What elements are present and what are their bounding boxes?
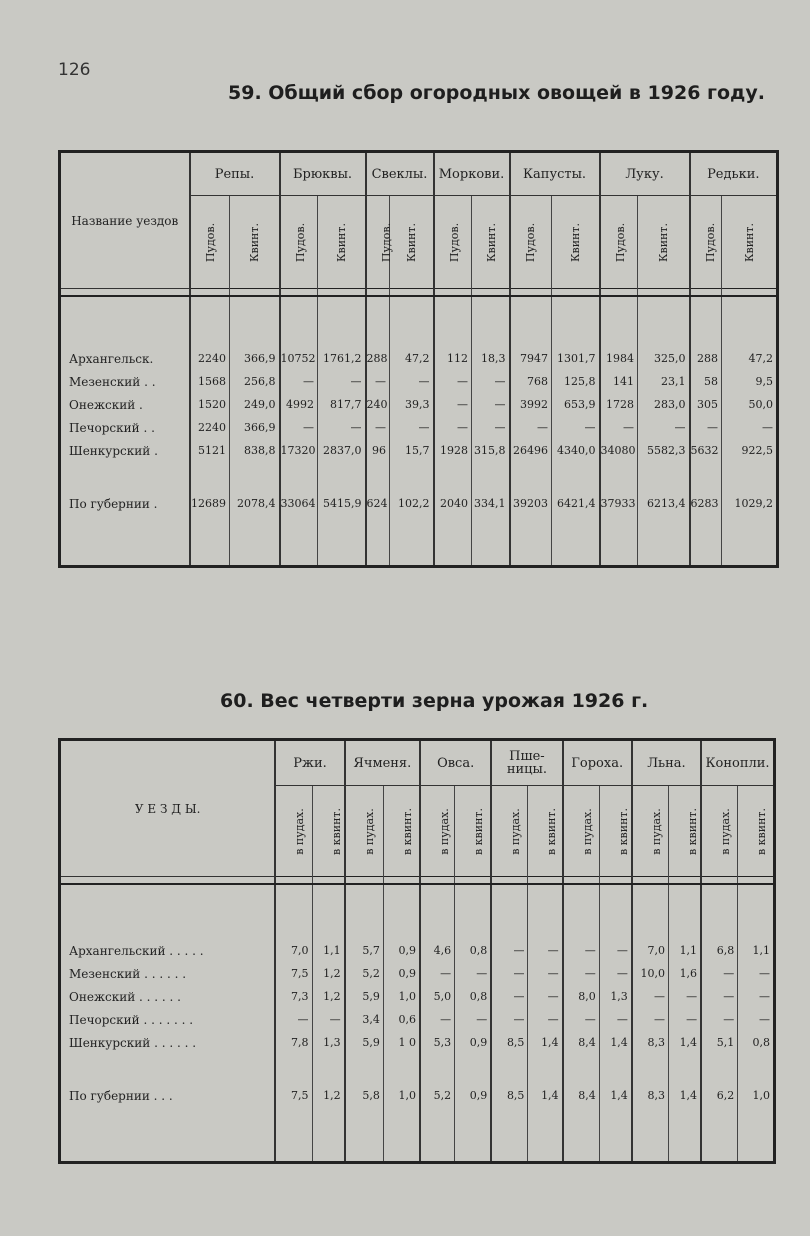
group-header: Редьки.: [690, 152, 778, 196]
value-cell: 96: [366, 439, 390, 462]
table-row: [60, 393, 778, 416]
unit-label: Пудов.: [203, 222, 217, 262]
value-cell: 5,7: [345, 939, 384, 962]
group-header: Гороха.: [563, 740, 632, 786]
table-59-title: 59. Общий сбор огородных овощей в 1926 году.: [228, 82, 765, 104]
value-cell: 18,3: [472, 347, 510, 370]
value-cell: 9,5: [722, 370, 778, 393]
unit-label: Пудов.: [447, 222, 461, 262]
value-cell: —: [312, 1008, 345, 1031]
value-cell: 15,7: [390, 439, 434, 462]
value-cell: 1301,7: [552, 347, 600, 370]
value-cell: 112: [434, 347, 472, 370]
unit-label: Квинт.: [568, 222, 582, 262]
value-cell: 249,0: [230, 393, 280, 416]
value-cell: 102,2: [390, 492, 434, 515]
group-header: Брюквы.: [280, 152, 366, 196]
value-cell: 12689: [190, 492, 230, 515]
value-cell: 1,0: [383, 985, 420, 1008]
value-cell: 1029,2: [722, 492, 778, 515]
table-row: [60, 492, 778, 515]
table-row: [60, 962, 775, 985]
table-row: [60, 439, 778, 462]
district-name: По губернии .: [69, 496, 158, 511]
unit-label: в пудах.: [509, 807, 523, 855]
value-cell: —: [528, 939, 563, 962]
group-header: Льна.: [632, 740, 701, 786]
district-name: Архангельск.: [69, 351, 154, 366]
value-cell: —: [701, 1008, 738, 1031]
value-cell: —: [599, 1008, 632, 1031]
unit-label: Квинт.: [742, 222, 756, 262]
group-header: Овса.: [420, 740, 491, 786]
value-cell: 47,2: [722, 347, 778, 370]
value-cell: 8,3: [632, 1084, 669, 1107]
value-cell: 0,9: [455, 1084, 492, 1107]
unit-label: в квинт.: [400, 807, 414, 855]
value-cell: —: [390, 416, 434, 439]
district-name: Архангельский . . . . .: [69, 943, 204, 958]
value-cell: 1984: [600, 347, 638, 370]
district-name: Онежский . . . . . .: [69, 989, 181, 1004]
value-cell: 5,2: [420, 1084, 455, 1107]
unit-label: Квинт.: [404, 222, 418, 262]
value-cell: 768: [510, 370, 552, 393]
value-cell: 288: [366, 347, 390, 370]
value-cell: —: [701, 985, 738, 1008]
value-cell: 1,3: [599, 985, 632, 1008]
value-cell: 366,9: [230, 416, 280, 439]
value-cell: 2078,4: [230, 492, 280, 515]
value-cell: 5,2: [345, 962, 384, 985]
value-cell: 624: [366, 492, 390, 515]
value-cell: 1 0: [383, 1031, 420, 1054]
value-cell: —: [420, 1008, 455, 1031]
value-cell: —: [599, 939, 632, 962]
value-cell: 2040: [434, 492, 472, 515]
value-cell: 1,4: [528, 1084, 563, 1107]
value-cell: 5,3: [420, 1031, 455, 1054]
value-cell: —: [280, 416, 318, 439]
value-cell: 2240: [190, 347, 230, 370]
value-cell: —: [434, 393, 472, 416]
value-cell: 1,1: [668, 939, 701, 962]
value-cell: —: [563, 1008, 600, 1031]
group-header: Капусты.: [510, 152, 600, 196]
value-cell: 4,6: [420, 939, 455, 962]
group-header: Ячменя.: [345, 740, 420, 786]
value-cell: 1520: [190, 393, 230, 416]
value-cell: —: [455, 962, 492, 985]
value-cell: 1761,2: [318, 347, 366, 370]
value-cell: 5,9: [345, 985, 384, 1008]
value-cell: —: [738, 1008, 775, 1031]
district-name: Онежский .: [69, 397, 143, 412]
value-cell: 5632: [690, 439, 722, 462]
value-cell: 6213,4: [638, 492, 690, 515]
value-cell: —: [668, 985, 701, 1008]
value-cell: —: [275, 1008, 312, 1031]
group-header: Свеклы.: [366, 152, 434, 196]
value-cell: 2837,0: [318, 439, 366, 462]
table-59: [58, 150, 779, 568]
table-row: [60, 1084, 775, 1107]
value-cell: 8,0: [563, 985, 600, 1008]
value-cell: 1928: [434, 439, 472, 462]
value-cell: 50,0: [722, 393, 778, 416]
value-cell: 325,0: [638, 347, 690, 370]
group-header: Репы.: [190, 152, 280, 196]
group-header: Конопли.: [701, 740, 774, 786]
unit-label: в квинт.: [545, 807, 559, 855]
value-cell: —: [552, 416, 600, 439]
value-cell: 0,8: [455, 985, 492, 1008]
value-cell: 1,0: [738, 1084, 775, 1107]
value-cell: 0,6: [383, 1008, 420, 1031]
value-cell: —: [434, 370, 472, 393]
value-cell: —: [638, 416, 690, 439]
unit-label: Квинт.: [334, 222, 348, 262]
value-cell: 6,2: [701, 1084, 738, 1107]
value-cell: 2240: [190, 416, 230, 439]
unit-label: Квинт.: [656, 222, 670, 262]
unit-label: в пудах.: [718, 807, 732, 855]
value-cell: 4340,0: [552, 439, 600, 462]
unit-label: в пудах.: [580, 807, 594, 855]
value-cell: —: [563, 962, 600, 985]
value-cell: 33064: [280, 492, 318, 515]
value-cell: 0,9: [383, 939, 420, 962]
value-cell: 0,9: [383, 962, 420, 985]
value-cell: 10752: [280, 347, 318, 370]
value-cell: 1,1: [312, 939, 345, 962]
value-cell: 141: [600, 370, 638, 393]
district-name: Шенкурский . . . . . .: [69, 1035, 197, 1050]
value-cell: —: [722, 416, 778, 439]
value-cell: 922,5: [722, 439, 778, 462]
value-cell: 288: [690, 347, 722, 370]
value-cell: —: [434, 416, 472, 439]
unit-label: в квинт.: [472, 807, 486, 855]
value-cell: —: [528, 1008, 563, 1031]
value-cell: —: [491, 962, 528, 985]
table-row: [60, 370, 778, 393]
unit-label: в пудах.: [293, 807, 307, 855]
unit-label: Пудов.: [293, 222, 307, 262]
value-cell: 1,6: [668, 962, 701, 985]
unit-label: Пудов.: [379, 222, 393, 262]
unit-label: Квинт.: [484, 222, 498, 262]
unit-label: в пудах.: [437, 807, 451, 855]
district-name: Мезенский . .: [69, 374, 156, 389]
value-cell: 5,9: [345, 1031, 384, 1054]
value-cell: 7,8: [275, 1031, 312, 1054]
value-cell: —: [668, 1008, 701, 1031]
value-cell: 58: [690, 370, 722, 393]
value-cell: 0,8: [738, 1031, 775, 1054]
value-cell: —: [318, 416, 366, 439]
value-cell: 315,8: [472, 439, 510, 462]
value-cell: 0,8: [455, 939, 492, 962]
value-cell: —: [366, 370, 390, 393]
value-cell: —: [599, 962, 632, 985]
district-name: Печорский . .: [69, 420, 155, 435]
value-cell: —: [690, 416, 722, 439]
value-cell: 5,8: [345, 1084, 384, 1107]
value-cell: 1,4: [599, 1084, 632, 1107]
unit-label: в квинт.: [616, 807, 630, 855]
table-60: [58, 738, 776, 1164]
value-cell: 838,8: [230, 439, 280, 462]
unit-label: в пудах.: [362, 807, 376, 855]
value-cell: 26496: [510, 439, 552, 462]
value-cell: 1,2: [312, 985, 345, 1008]
value-cell: 1,4: [599, 1031, 632, 1054]
value-cell: 1,3: [312, 1031, 345, 1054]
value-cell: 1,2: [312, 962, 345, 985]
value-cell: 4992: [280, 393, 318, 416]
value-cell: 1568: [190, 370, 230, 393]
value-cell: —: [632, 985, 669, 1008]
table-row: [60, 347, 778, 370]
value-cell: 10,0: [632, 962, 669, 985]
value-cell: —: [528, 985, 563, 1008]
value-cell: —: [366, 416, 390, 439]
value-cell: —: [472, 370, 510, 393]
value-cell: 0,9: [455, 1031, 492, 1054]
value-cell: 1,1: [738, 939, 775, 962]
value-cell: 653,9: [552, 393, 600, 416]
unit-label: Пудов.: [613, 222, 627, 262]
value-cell: 6421,4: [552, 492, 600, 515]
value-cell: —: [510, 416, 552, 439]
value-cell: 39,3: [390, 393, 434, 416]
district-name: По губернии . . .: [69, 1088, 173, 1103]
value-cell: —: [491, 985, 528, 1008]
value-cell: —: [528, 962, 563, 985]
district-name: Печорский . . . . . . .: [69, 1012, 194, 1027]
value-cell: 8,4: [563, 1031, 600, 1054]
value-cell: 8,3: [632, 1031, 669, 1054]
value-cell: —: [632, 1008, 669, 1031]
value-cell: 6,8: [701, 939, 738, 962]
value-cell: —: [563, 939, 600, 962]
value-cell: 39203: [510, 492, 552, 515]
value-cell: 7,0: [632, 939, 669, 962]
value-cell: —: [318, 370, 366, 393]
value-cell: —: [420, 962, 455, 985]
value-cell: 125,8: [552, 370, 600, 393]
value-cell: 47,2: [390, 347, 434, 370]
value-cell: —: [738, 962, 775, 985]
value-cell: 23,1: [638, 370, 690, 393]
value-cell: 7,3: [275, 985, 312, 1008]
value-cell: —: [455, 1008, 492, 1031]
unit-label: в пудах.: [649, 807, 663, 855]
value-cell: 7,5: [275, 1084, 312, 1107]
value-cell: —: [280, 370, 318, 393]
value-cell: 305: [690, 393, 722, 416]
value-cell: 8,5: [491, 1084, 528, 1107]
unit-label: в квинт.: [329, 807, 343, 855]
value-cell: 7947: [510, 347, 552, 370]
value-cell: 8,5: [491, 1031, 528, 1054]
value-cell: 334,1: [472, 492, 510, 515]
value-cell: 240: [366, 393, 390, 416]
group-header: Моркови.: [434, 152, 510, 196]
group-header: Пше- ницы.: [491, 740, 562, 786]
value-cell: 1728: [600, 393, 638, 416]
value-cell: —: [390, 370, 434, 393]
district-name: Мезенский . . . . . .: [69, 966, 187, 981]
value-cell: —: [738, 985, 775, 1008]
value-cell: 3,4: [345, 1008, 384, 1031]
district-name: Шенкурский .: [69, 443, 158, 458]
value-cell: 5415,9: [318, 492, 366, 515]
value-cell: 366,9: [230, 347, 280, 370]
value-cell: 37933: [600, 492, 638, 515]
value-cell: 34080: [600, 439, 638, 462]
unit-label: Пудов.: [703, 222, 717, 262]
table-60-title: 60. Вес четверти зерна урожая 1926 г.: [220, 690, 649, 712]
value-cell: 7,0: [275, 939, 312, 962]
value-cell: 1,4: [528, 1031, 563, 1054]
value-cell: 3992: [510, 393, 552, 416]
value-cell: 256,8: [230, 370, 280, 393]
value-cell: 5582,3: [638, 439, 690, 462]
unit-label: Пудов.: [524, 222, 538, 262]
unit-label: Квинт.: [247, 222, 261, 262]
value-cell: 5,1: [701, 1031, 738, 1054]
table-row: [60, 1031, 775, 1054]
value-cell: 283,0: [638, 393, 690, 416]
stub-header: Название уездов: [60, 152, 190, 289]
value-cell: 1,4: [668, 1031, 701, 1054]
value-cell: —: [491, 939, 528, 962]
table-row: [60, 939, 775, 962]
page-number: 126: [58, 60, 91, 80]
group-header: Луку.: [600, 152, 690, 196]
value-cell: —: [491, 1008, 528, 1031]
value-cell: 817,7: [318, 393, 366, 416]
table-row: [60, 985, 775, 1008]
unit-label: в квинт.: [685, 807, 699, 855]
value-cell: —: [472, 393, 510, 416]
stub-header: У Е З Д Ы.: [60, 740, 276, 877]
value-cell: —: [701, 962, 738, 985]
unit-label: в квинт.: [755, 807, 769, 855]
table-row: [60, 1008, 775, 1031]
value-cell: 1,2: [312, 1084, 345, 1107]
value-cell: 17320: [280, 439, 318, 462]
value-cell: 7,5: [275, 962, 312, 985]
value-cell: 5121: [190, 439, 230, 462]
value-cell: 5,0: [420, 985, 455, 1008]
value-cell: —: [472, 416, 510, 439]
value-cell: 8,4: [563, 1084, 600, 1107]
value-cell: 6283: [690, 492, 722, 515]
value-cell: 1,0: [383, 1084, 420, 1107]
group-header: Ржи.: [275, 740, 344, 786]
value-cell: —: [600, 416, 638, 439]
table-row: [60, 416, 778, 439]
value-cell: 1,4: [668, 1084, 701, 1107]
